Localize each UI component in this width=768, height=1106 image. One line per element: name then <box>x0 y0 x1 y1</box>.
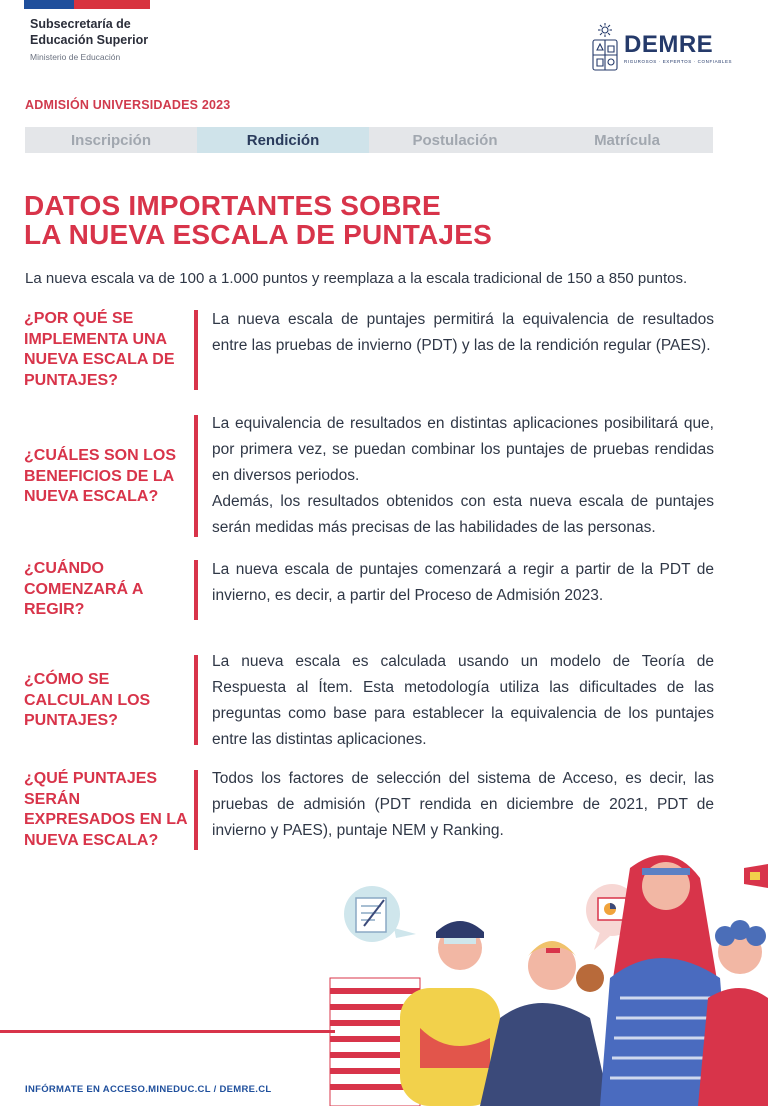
student-boy <box>400 921 500 1106</box>
answer-2-paragraph-1: La equivalencia de resultados en distintas aplicaciones posibilitará que, por primera vez, se puedan combinar los puntajes de pruebas rendidas en diversos periodos. <box>212 415 714 484</box>
demre-name: DEMRE <box>624 30 714 58</box>
page-title <box>24 191 492 249</box>
crest-icon <box>590 22 620 74</box>
students-illustration <box>320 828 768 1106</box>
answer-3-paragraph: La nueva escala de puntajes comenzará a regir a partir de la PDT de invierno, es decir, a partir del Proceso de Admisión 2023. <box>212 561 714 604</box>
divider-bar <box>194 770 198 850</box>
process-tabs <box>25 127 713 153</box>
question-5: ¿QUÉ PUNTAJES SERÁN EXPRESADOS EN LA NUEVA ESCALA? <box>24 770 187 849</box>
question-1: ¿POR QUÉ SE IMPLEMENTA UNA NUEVA ESCALA DE PUNTAJES? <box>24 310 175 389</box>
answer-1-paragraph: La nueva escala de puntajes permitirá la equivalencia de resultados entre las pruebas de invierno (PDT) y las de la rendición regular (PAES). <box>212 311 714 354</box>
title-line2: LA NUEVA ESCALA DE PUNTAJES <box>24 219 492 250</box>
tab-matricula[interactable]: Matrícula <box>594 131 660 149</box>
ministry-line1: Subsecretaría de <box>30 17 131 31</box>
answer-5-paragraph: Todos los factores de selección del sistema de Acceso, es decir, las pruebas de admisión (PDT rendida en diciembre de 2021, PDT de invierno y PAES), puntaje NEM y Ranking. <box>212 770 714 839</box>
tab-postulacion[interactable]: Postulación <box>412 131 498 149</box>
intro-text: La nueva escala va de 100 a 1.000 puntos y reemplaza a la escala tradicional de 150 a 850 puntos. <box>25 270 688 287</box>
section-label: ADMISIÓN UNIVERSIDADES 2023 <box>25 98 231 112</box>
divider-bar <box>194 560 198 620</box>
title-line1: DATOS IMPORTANTES SOBRE <box>24 190 441 221</box>
answer-2 <box>212 411 714 541</box>
divider-bar <box>194 655 198 745</box>
question-4: ¿CÓMO SE CALCULAN LOS PUNTAJES? <box>24 671 151 729</box>
question-2: ¿CUÁLES SON LOS BENEFICIOS DE LA NUEVA ESCALA? <box>24 447 177 505</box>
answer-2-paragraph-2: Además, los resultados obtenidos con esta nueva escala de puntajes serán medidas más precisas de las habilidades de las personas. <box>212 493 714 536</box>
divider-bar <box>194 310 198 390</box>
answer-3 <box>212 557 714 609</box>
answer-4-paragraph: La nueva escala es calculada usando un modelo de Teoría de Respuesta al Ítem. Esta metodología utiliza las dificultades de las preguntas como base para establecer la equivalencia de los puntajes entre las distintas aplicaciones. <box>212 653 714 748</box>
demre-tagline: RIGUROSOS · EXPERTOS · CONFIABLES <box>624 58 733 64</box>
ministry-line2: Educación Superior <box>30 33 149 47</box>
document-bubble-icon <box>344 886 416 942</box>
divider-bar <box>194 415 198 537</box>
tab-inscripcion[interactable]: Inscripción <box>70 131 152 149</box>
answer-1 <box>212 307 714 359</box>
student-girl <box>480 941 610 1106</box>
ministry-logo <box>30 16 148 62</box>
footer-links[interactable]: INFÓRMATE EN ACCESO.MINEDUC.CL / DEMRE.CL <box>25 1084 272 1095</box>
question-3: ¿CUÁNDO COMENZARÁ A REGIR? <box>24 560 143 618</box>
tab-rendicion[interactable]: Rendición <box>197 127 369 153</box>
answer-4 <box>212 649 714 753</box>
footer-divider <box>0 1030 335 1033</box>
ministry-line3: Ministerio de Educación <box>30 52 121 62</box>
demre-logo <box>590 22 732 74</box>
flag-stripe <box>24 0 150 9</box>
